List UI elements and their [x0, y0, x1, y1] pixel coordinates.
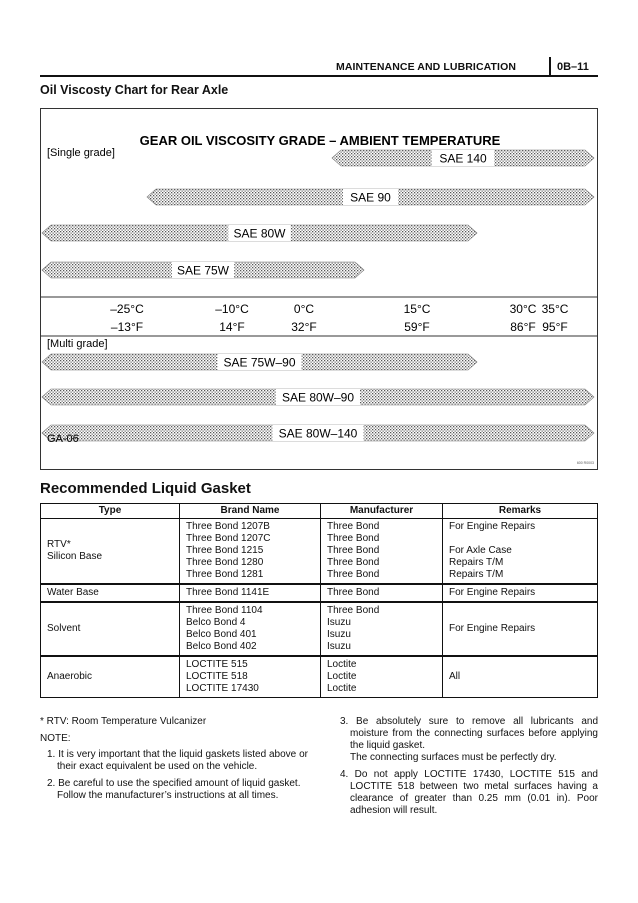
- table-row: [41, 519, 598, 585]
- note-item-1: 1. It is very important that the liquid gaskets listed above or their exact equivalent be used on the vehicle.: [47, 749, 308, 772]
- cell-brand-line: Belco Bond 4: [186, 617, 246, 628]
- fahrenheit-tick-5: 95°F: [542, 320, 568, 334]
- rtv-footnote: * RTV: Room Temperature Vulcanizer: [40, 716, 207, 727]
- cell-remarks-line: For Axle Case: [449, 545, 512, 556]
- cell-remarks: [443, 656, 598, 698]
- cell-type: [41, 584, 180, 602]
- figure-id: GA-06: [47, 433, 79, 445]
- cell-brand-line: LOCTITE 17430: [186, 683, 259, 694]
- chart-heading: GEAR OIL VISCOSITY GRADE – AMBIENT TEMPERATURE: [139, 133, 501, 148]
- cell-manufacturer: [321, 656, 443, 698]
- column-header-type: Type: [41, 504, 180, 519]
- cell-manufacturer-line: Three Bond: [327, 605, 380, 616]
- single-grade-label: [Single grade]: [47, 147, 115, 159]
- cell-brand-line: Three Bond 1215: [186, 545, 264, 556]
- table-row: [41, 584, 598, 602]
- cell-brand-line: Three Bond 1141E: [186, 587, 270, 598]
- column-header-remarks: Remarks: [443, 504, 598, 519]
- note-item-3-cont: The connecting surfaces must be perfectly dry.: [350, 752, 557, 763]
- cell-manufacturer-line: Three Bond: [327, 521, 380, 532]
- cell-type-line: Water Base: [47, 587, 99, 598]
- cell-manufacturer-line: Loctite: [327, 659, 357, 670]
- page-number: 0B–11: [557, 61, 589, 73]
- cell-manufacturer-line: Loctite: [327, 671, 357, 682]
- cell-manufacturer: [321, 602, 443, 656]
- cell-brand: [180, 656, 321, 698]
- single-grade-bar-label-0: SAE 140: [439, 151, 487, 166]
- cell-type-line: RTV*: [47, 539, 71, 550]
- note-item-3: 3. Be absolutely sure to remove all lubricants and moisture from the connecting surfaces before applying the liquid gasket.: [340, 716, 598, 751]
- fahrenheit-tick-0: –13°F: [110, 320, 144, 334]
- fahrenheit-tick-3: 59°F: [404, 320, 430, 334]
- cell-brand: [180, 602, 321, 656]
- cell-brand: [180, 519, 321, 585]
- celsius-tick-5: 35°C: [541, 302, 569, 316]
- table-row: [41, 602, 598, 656]
- cell-type: [41, 602, 180, 656]
- cell-manufacturer-line: Three Bond: [327, 557, 380, 568]
- cell-remarks-line: [449, 533, 591, 545]
- cell-manufacturer: [321, 584, 443, 602]
- gasket-section-title: Recommended Liquid Gasket: [40, 480, 251, 497]
- cell-manufacturer-line: Isuzu: [327, 617, 351, 628]
- single-grade-bar-label-2: SAE 80W: [233, 226, 286, 241]
- celsius-tick-2: 0°C: [293, 302, 315, 316]
- note-item-4: 4. Do not apply LOCTITE 17430, LOCTITE 515 and LOCTITE 518 between two metal surfaces having a clearance of greater than 0.25 mm (0.01 in). Poor adhesion will result.: [340, 769, 598, 816]
- cell-manufacturer: [321, 519, 443, 585]
- cell-type-line: Anaerobic: [47, 671, 93, 682]
- cell-brand-line: LOCTITE 515: [186, 659, 248, 670]
- cell-brand-line: Three Bond 1207B: [186, 521, 270, 532]
- cell-brand-line: Three Bond 1281: [186, 569, 264, 580]
- cell-remarks-line: For Engine Repairs: [449, 623, 536, 634]
- cell-remarks-line: Repairs T/M: [449, 557, 504, 568]
- cell-remarks-line: For Engine Repairs: [449, 587, 536, 598]
- liquid-gasket-table: [40, 503, 598, 698]
- cell-manufacturer-line: Three Bond: [327, 533, 380, 544]
- cell-type: [41, 656, 180, 698]
- note-label: NOTE:: [40, 733, 71, 744]
- celsius-tick-0: –25°C: [110, 302, 144, 316]
- column-header-manufacturer: Manufacturer: [321, 504, 443, 519]
- cell-remarks: [443, 519, 598, 585]
- multi-grade-label: [Multi grade]: [47, 338, 108, 350]
- running-header-section: MAINTENANCE AND LUBRICATION: [336, 61, 517, 73]
- cell-manufacturer-line: Loctite: [327, 683, 357, 694]
- cell-type-line: Silicon Base: [47, 551, 103, 562]
- cell-type: [41, 519, 180, 585]
- column-header-brand: Brand Name: [180, 504, 321, 519]
- table-header-row: [41, 504, 598, 519]
- notes-left-column: [40, 716, 308, 802]
- note-item-2: 2. Be careful to use the specified amount of liquid gasket.: [47, 778, 301, 789]
- cell-brand-line: Three Bond 1280: [186, 557, 264, 568]
- cell-remarks: [443, 584, 598, 602]
- fahrenheit-tick-4: 86°F: [510, 320, 536, 334]
- cell-brand: [180, 584, 321, 602]
- cell-type-line: Solvent: [47, 623, 81, 634]
- celsius-tick-4: 30°C: [509, 302, 537, 316]
- cell-manufacturer-line: Three Bond: [327, 545, 380, 556]
- cell-remarks-line: For Engine Repairs: [449, 521, 536, 532]
- cell-brand-line: Three Bond 1207C: [186, 533, 271, 544]
- cell-manufacturer-line: Isuzu: [327, 629, 351, 640]
- celsius-tick-1: –10°C: [215, 302, 249, 316]
- figure-code: 600 R0003: [576, 461, 594, 465]
- cell-brand-line: Belco Bond 402: [186, 641, 257, 652]
- table-row: [41, 656, 598, 698]
- multi-grade-bar-label-1: SAE 80W–90: [281, 390, 355, 405]
- note-item-2-cont: Follow the manufacturer’s instructions at all times.: [57, 790, 279, 801]
- cell-manufacturer-line: Three Bond: [327, 587, 380, 598]
- multi-grade-bar-label-0: SAE 75W–90: [223, 355, 296, 370]
- cell-brand-line: Belco Bond 401: [186, 629, 257, 640]
- cell-brand-line: Three Bond 1104: [186, 605, 263, 616]
- single-grade-bar-label-3: SAE 75W: [176, 263, 230, 278]
- notes-right-column: [340, 716, 598, 817]
- multi-grade-bar-label-2: SAE 80W–140: [278, 426, 358, 441]
- cell-remarks-line: All: [449, 671, 461, 682]
- cell-brand-line: LOCTITE 518: [186, 671, 248, 682]
- fahrenheit-tick-1: 14°F: [219, 320, 245, 334]
- cell-remarks: [443, 602, 598, 656]
- cell-remarks-line: Repairs T/M: [449, 569, 504, 580]
- celsius-tick-3: 15°C: [403, 302, 431, 316]
- fahrenheit-tick-2: 32°F: [291, 320, 317, 334]
- single-grade-bar-label-1: SAE 90: [350, 190, 391, 205]
- cell-manufacturer-line: Isuzu: [327, 641, 351, 652]
- chart-section-title: Oil Viscosty Chart for Rear Axle: [40, 83, 229, 97]
- cell-manufacturer-line: Three Bond: [327, 569, 380, 580]
